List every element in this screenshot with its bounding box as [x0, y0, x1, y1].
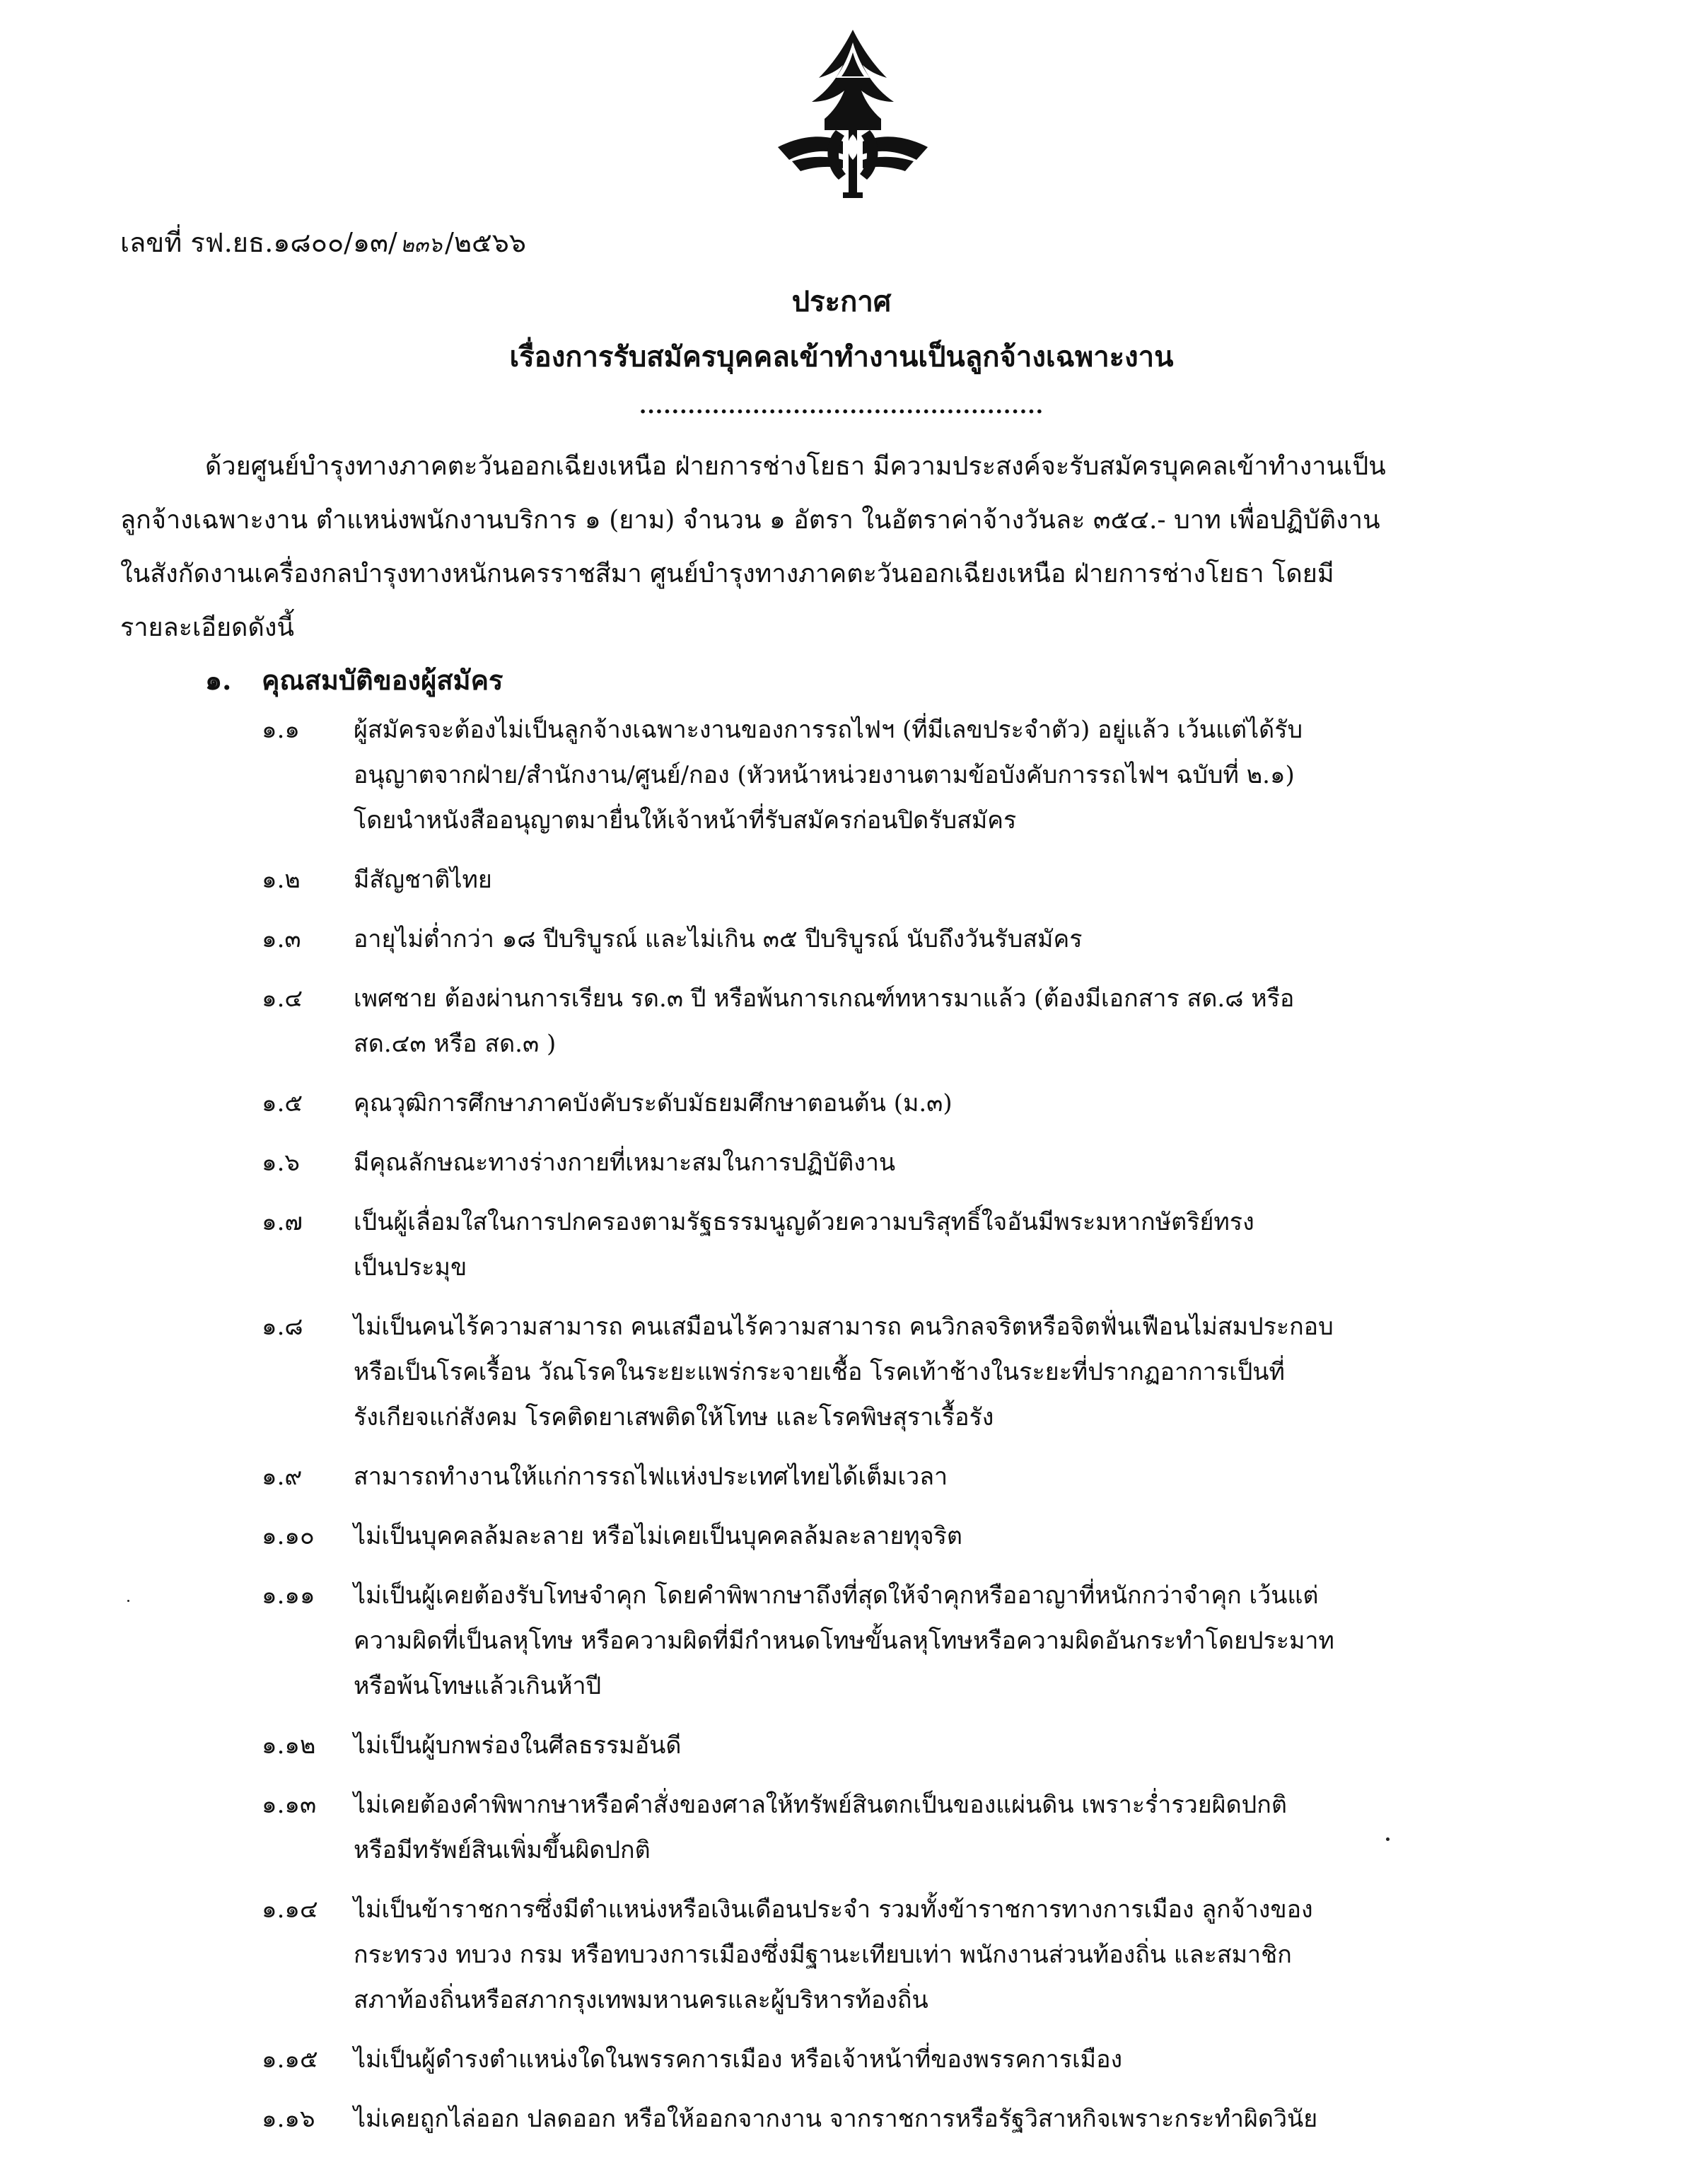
list-item: [262, 1782, 1577, 1873]
document-number-suffix: /๒๕๖๖: [445, 227, 527, 258]
item-line: มีสัญชาติไทย: [354, 866, 492, 894]
item-text: [354, 1304, 1577, 1440]
list-item: [262, 1887, 1577, 2023]
item-number: ๑.๘: [262, 1313, 303, 1341]
item-line: กระทรวง ทบวง กรม หรือทบวงการเมืองซึ่งมีฐานะเทียบเท่า พนักงานส่วนท้องถิ่น และสมาชิก: [354, 1941, 1292, 1969]
item-line: ไม่เป็นผู้บกพร่องในศีลธรรมอันดี: [354, 1731, 682, 1760]
item-text: [354, 2037, 1577, 2082]
item-text: [354, 1723, 1577, 1768]
document-number-prefix: เลขที่ รฟ.ยธ.๑๘๐๐/๑๓/: [120, 227, 397, 258]
list-item: [262, 1573, 1577, 1709]
intro-line: ลูกจ้างเฉพาะงาน ตำแหน่งพนักงานบริการ ๑ (ยาม) จำนวน ๑ อัตรา ในอัตราค่าจ้างวันละ ๓๕๔.- บาท เพื่อปฏิบัติงาน: [120, 506, 1380, 535]
item-text: [354, 1454, 1577, 1499]
list-item: [262, 1514, 1577, 1559]
announcement-subject: เรื่องการรับสมัครบุคคลเข้าทำงานเป็นลูกจ้างเฉพาะงาน: [509, 340, 1174, 373]
qualification-list: [262, 707, 1577, 2156]
list-item: [262, 917, 1577, 962]
scan-speck: [127, 1600, 129, 1602]
item-text: [354, 1573, 1577, 1709]
item-line: ไม่เป็นผู้ดำรงตำแหน่งใดในพรรคการเมือง หรือเจ้าหน้าที่ของพรรคการเมือง: [354, 2045, 1123, 2074]
item-text: [354, 976, 1577, 1067]
item-number: ๑.๔: [262, 984, 303, 1013]
item-line: อนุญาตจากฝ่าย/สำนักงาน/ศูนย์/กอง (หัวหน้าหน่วยงานตามข้อบังคับการรถไฟฯ ฉบับที่ ๒.๑): [354, 761, 1295, 789]
item-line: ไม่เป็นบุคคลล้มละลาย หรือไม่เคยเป็นบุคคลล้มละลายทุจริต: [354, 1522, 962, 1550]
item-text: [354, 2096, 1577, 2142]
section-heading: [205, 661, 503, 699]
item-number: ๑.๖: [262, 1149, 300, 1177]
item-line: หรือพ้นโทษแล้วเกินห้าปี: [354, 1672, 602, 1700]
item-line: สภาท้องถิ่นหรือสภากรุงเทพมหานครและผู้บริหารท้องถิ่น: [354, 1986, 928, 2014]
state-railway-emblem: [775, 28, 931, 205]
item-number: ๑.๑๒: [262, 1731, 316, 1760]
item-number: ๑.๗: [262, 1208, 303, 1236]
scan-speck: [1386, 1837, 1390, 1841]
item-number: ๑.๑๑: [262, 1581, 315, 1610]
item-number: ๑.๑: [262, 716, 300, 744]
handwritten-number: ๒๓๖: [400, 233, 443, 257]
item-number: ๑.๕: [262, 1089, 303, 1117]
document-number: [120, 225, 526, 263]
item-number: ๑.๑๐: [262, 1522, 315, 1550]
list-item: [262, 1454, 1577, 1499]
item-text: [354, 917, 1577, 962]
item-number: ๑.๓: [262, 925, 301, 953]
item-text: [354, 1200, 1577, 1290]
list-item: [262, 1081, 1577, 1126]
item-line: ไม่เคยต้องคำพิพากษาหรือคำสั่งของศาลให้ทรัพย์สินตกเป็นของแผ่นดิน เพราะร่ำรวยผิดปกติ: [354, 1791, 1287, 1819]
list-item: [262, 976, 1577, 1067]
item-line: สามารถทำงานให้แก่การรถไฟแห่งประเทศไทยได้เต็มเวลา: [354, 1463, 948, 1491]
list-item: [262, 2037, 1577, 2082]
item-text: [354, 1081, 1577, 1126]
item-line: ไม่เคยถูกไล่ออก ปลดออก หรือให้ออกจากงาน จากราชการหรือรัฐวิสาหกิจเพราะกระทำผิดวินัย: [354, 2105, 1318, 2133]
item-line: ไม่เป็นข้าราชการซึ่งมีตำแหน่งหรือเงินเดือนประจำ รวมทั้งข้าราชการทางการเมือง ลูกจ้างของ: [354, 1895, 1313, 1924]
intro-line: ด้วยศูนย์บำรุงทางภาคตะวันออกเฉียงเหนือ ฝ่ายการช่างโยธา มีความประสงค์จะรับสมัครบุคคลเข้าทำงานเป็น: [205, 452, 1386, 481]
item-number: ๑.๙: [262, 1463, 303, 1491]
announcement-title: ประกาศ: [791, 285, 892, 318]
item-line: มีคุณลักษณะทางร่างกายที่เหมาะสมในการปฏิบัติงาน: [354, 1149, 896, 1177]
intro-paragraph: [120, 440, 1570, 655]
item-line: เป็นประมุข: [354, 1253, 467, 1282]
dotted-separator: ..................................................: [639, 394, 1044, 419]
item-line: รังเกียจแก่สังคม โรคติดยาเสพติดให้โทษ และโรคพิษสุราเรื้อรัง: [354, 1403, 994, 1431]
list-item: [262, 857, 1577, 902]
item-line: ความผิดที่เป็นลหุโทษ หรือความผิดที่มีกำหนดโทษขั้นลหุโทษหรือความผิดอันกระทำโดยประมาท: [354, 1627, 1334, 1655]
section-title: คุณสมบัติของผู้สมัคร: [262, 664, 503, 696]
item-line: คุณวุฒิการศึกษาภาคบังคับระดับมัธยมศึกษาตอนต้น (ม.๓): [354, 1089, 953, 1117]
item-line: เพศชาย ต้องผ่านการเรียน รด.๓ ปี หรือพ้นการเกณฑ์ทหารมาแล้ว (ต้องมีเอกสาร สด.๘ หรือ: [354, 984, 1295, 1013]
item-line: ไม่เป็นคนไร้ความสามารถ คนเสมือนไร้ความสามารถ คนวิกลจริตหรือจิตฟั่นเฟือนไม่สมประกอบ: [354, 1313, 1334, 1341]
list-item: [262, 707, 1577, 843]
item-text: [354, 707, 1577, 843]
list-item: [262, 2096, 1577, 2142]
intro-line: รายละเอียดดังนี้: [120, 613, 295, 642]
item-number: ๑.๒: [262, 866, 301, 894]
item-line: หรือเป็นโรคเรื้อน วัณโรคในระยะแพร่กระจายเชื้อ โรคเท้าช้างในระยะที่ปรากฏอาการเป็นที่: [354, 1358, 1285, 1386]
list-item: [262, 1200, 1577, 1290]
item-line: หรือมีทรัพย์สินเพิ่มขึ้นผิดปกติ: [354, 1836, 651, 1864]
list-item: [262, 1140, 1577, 1185]
item-line: โดยนำหนังสืออนุญาตมายื่นให้เจ้าหน้าที่รับสมัครก่อนปิดรับสมัคร: [354, 806, 1017, 835]
item-number: ๑.๑๖: [262, 2105, 315, 2133]
item-text: [354, 1140, 1577, 1185]
item-text: [354, 1514, 1577, 1559]
list-item: [262, 1304, 1577, 1440]
item-text: [354, 1887, 1577, 2023]
item-number: ๑.๑๕: [262, 2045, 318, 2074]
item-number: ๑.๑๓: [262, 1791, 317, 1819]
item-text: [354, 1782, 1577, 1873]
section-number: ๑.: [205, 664, 232, 696]
item-line: เป็นผู้เลื่อมใสในการปกครองตามรัฐธรรมนูญด้วยความบริสุทธิ์ใจอันมีพระมหากษัตริย์ทรง: [354, 1208, 1254, 1236]
item-line: ไม่เป็นผู้เคยต้องรับโทษจำคุก โดยคำพิพากษาถึงที่สุดให้จำคุกหรืออาญาที่หนักกว่าจำคุก เว้นแต่: [354, 1581, 1319, 1610]
intro-line: ในสังกัดงานเครื่องกลบำรุงทางหนักนครราชสีมา ศูนย์บำรุงทางภาคตะวันออกเฉียงเหนือ ฝ่ายการช่างโยธา โดยมี: [120, 559, 1334, 588]
item-line: อายุไม่ต่ำกว่า ๑๘ ปีบริบูรณ์ และไม่เกิน ๓๕ ปีบริบูรณ์ นับถึงวันรับสมัคร: [354, 925, 1083, 953]
list-item: [262, 1723, 1577, 1768]
item-number: ๑.๑๔: [262, 1895, 318, 1924]
item-text: [354, 857, 1577, 902]
item-line: สด.๔๓ หรือ สด.๓ ): [354, 1030, 557, 1058]
item-line: ผู้สมัครจะต้องไม่เป็นลูกจ้างเฉพาะงานของการรถไฟฯ (ที่มีเลขประจำตัว) อยู่แล้ว เว้นแต่ได้รับ: [354, 716, 1303, 744]
